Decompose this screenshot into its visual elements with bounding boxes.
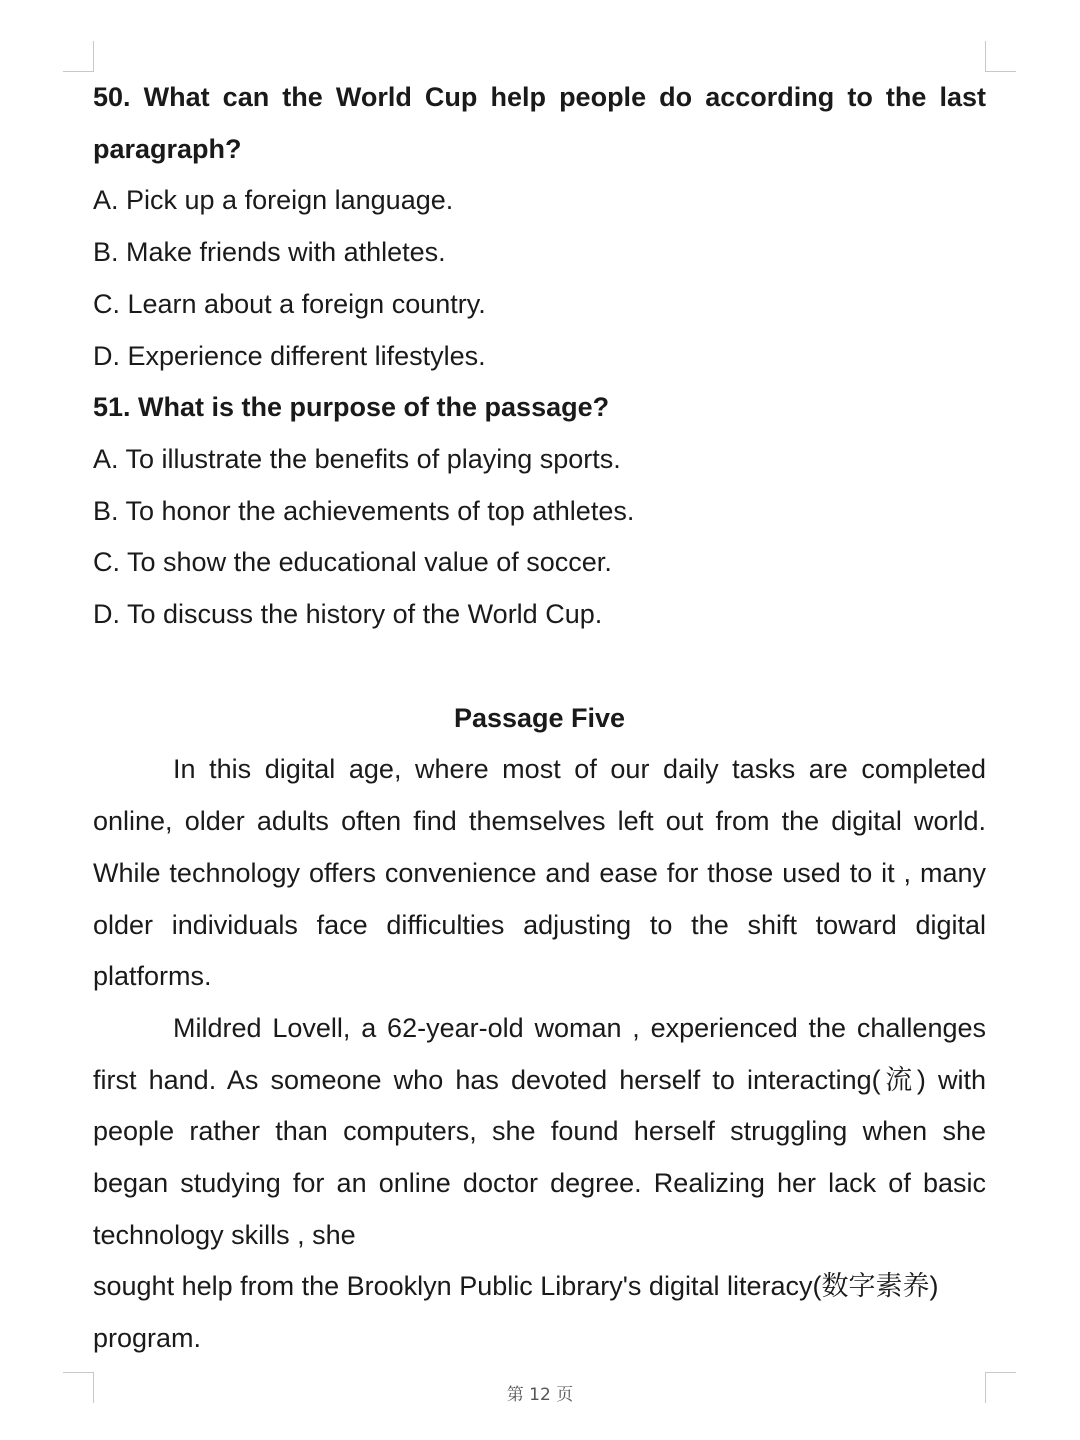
page-number: 第 12 页 (506, 1385, 574, 1405)
crop-mark-top-right (985, 41, 1016, 72)
question-51-option-d: D. To discuss the history of the World Cup. (93, 599, 603, 630)
question-51-option-c: C. To show the educational value of soccer. (93, 547, 612, 578)
passage-paragraph-2: Mildred Lovell, a 62-year-old woman , experienced the challenges first hand. As someone who has devoted herself to interacting(流) with people rather than computers, she found herself struggling when she began studying for an online doctor degree. Realizing her lack of basic technology skills , she (93, 1012, 986, 1250)
question-50-option-a: A. Pick up a foreign language. (93, 185, 454, 216)
question-51-option-b: B. To honor the achievements of top athletes. (93, 495, 635, 526)
passage-paragraph-2-end: program. (93, 1323, 202, 1354)
question-50-option-b: B. Make friends with athletes. (93, 237, 446, 268)
crop-mark-top-left (63, 41, 94, 72)
passage-paragraph-1: In this digital age, where most of our daily tasks are completed online, older adults often find themselves left out from the digital world. While technology offers convenience and ease for those used to it , many older individuals face difficulties adjusting to the shift toward digital platforms. (93, 754, 986, 992)
section-spacer (93, 641, 986, 693)
question-50-option-c: C. Learn about a foreign country. (93, 288, 486, 319)
page-content (93, 72, 986, 1365)
question-51-stem: 51. What is the purpose of the passage? (93, 392, 610, 423)
passage-title: Passage Five (453, 702, 626, 733)
question-50-stem: 50. What can the World Cup help people do according to the last paragraph? (93, 82, 986, 164)
passage-paragraph-2-continuation: sought help from the Brooklyn Public Library's digital literacy(数字素养) (93, 1271, 939, 1302)
question-50-option-d: D. Experience different lifestyles. (93, 340, 486, 371)
question-51-option-a: A. To illustrate the benefits of playing sports. (93, 443, 621, 474)
